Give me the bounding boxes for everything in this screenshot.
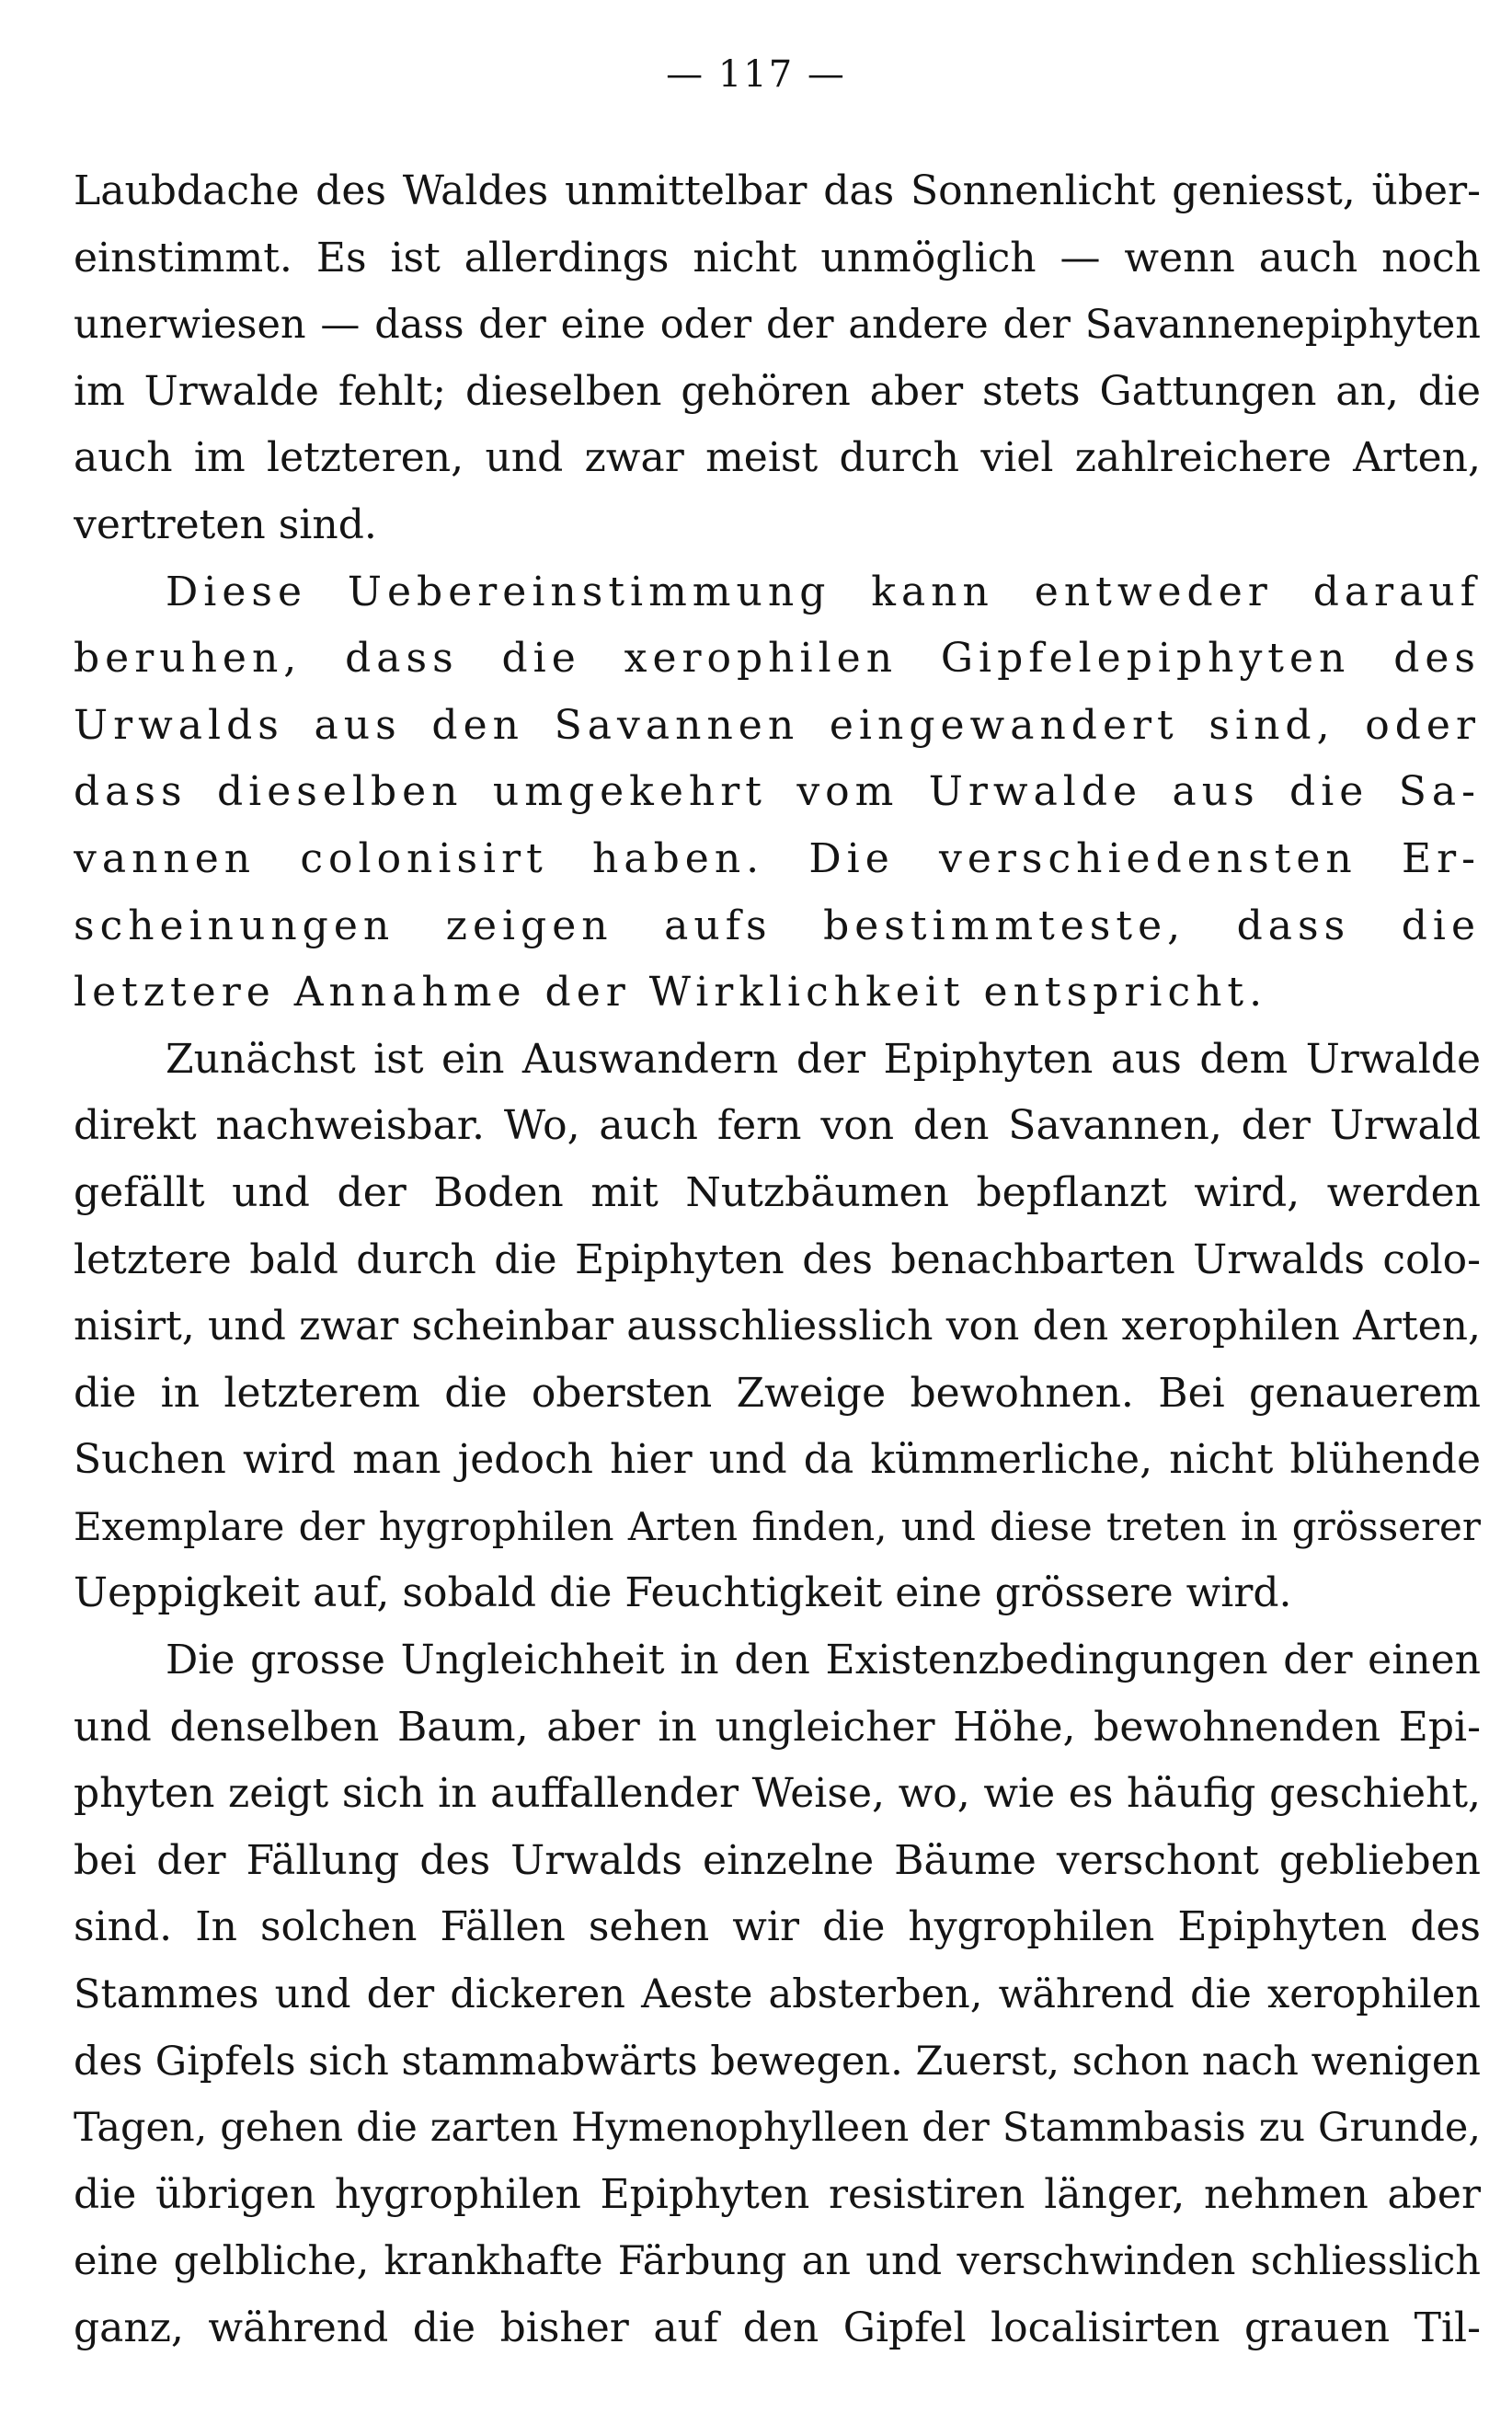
text-line: nisirt, und zwar scheinbar ausschliesslich von den xerophilen Arten, bbox=[74, 1303, 1481, 1350]
paragraph bbox=[74, 158, 1481, 559]
text-line: letztere Annahme der Wirklichkeit entspricht. bbox=[74, 969, 1268, 1017]
text-line: Ueppigkeit auf, sobald die Feuchtigkeit eine grössere wird. bbox=[74, 1569, 1292, 1617]
text-line: vannen colonisirt haben. Die verschiedensten Er- bbox=[74, 834, 1481, 882]
text-line: sind. In solchen Fällen sehen wir die hygrophilen Epiphyten des bbox=[74, 1903, 1481, 1951]
text-line: die übrigen hygrophilen Epiphyten resistiren länger, nehmen aber bbox=[74, 2170, 1481, 2218]
text-line: Stammes und der dickeren Aeste absterben, während die xerophilen bbox=[74, 1971, 1481, 2018]
text-line: Zunächst ist ein Auswandern der Epiphyten aus dem Urwalde bbox=[166, 1035, 1481, 1083]
text-line: die in letzterem die obersten Zweige bewohnen. Bei genauerem bbox=[74, 1369, 1481, 1417]
text-line: des Gipfels sich stammabwärts bewegen. Zuerst, schon nach wenigen bbox=[74, 2038, 1481, 2085]
text-line: beruhen, dass die xerophilen Gipfelepiphyten des bbox=[74, 635, 1481, 683]
page-number: — 117 — bbox=[666, 53, 846, 96]
text-line: scheinungen zeigen aufs bestimmteste, dass die bbox=[74, 902, 1481, 949]
text-line: vertreten sind. bbox=[74, 500, 377, 548]
text-line: unerwiesen — dass der eine oder der andere der Savannenepiphyten bbox=[74, 302, 1481, 349]
text-line: letztere bald durch die Epiphyten des benachbarten Urwalds colo- bbox=[74, 1235, 1481, 1283]
text-line: ganz, während die bisher auf den Gipfel localisirten grauen Til- bbox=[74, 2304, 1481, 2351]
paragraph bbox=[74, 1627, 1481, 2362]
text-line: phyten zeigt sich in auffallender Weise, wo, wie es häufig geschieht, bbox=[74, 1770, 1481, 1818]
text-line: und denselben Baum, aber in ungleicher Höhe, bewohnenden Epi- bbox=[74, 1703, 1481, 1751]
text-line: dass dieselben umgekehrt vom Urwalde aus die Sa- bbox=[74, 768, 1481, 816]
text-line: direkt nachweisbar. Wo, auch fern von den Savannen, der Urwald bbox=[74, 1102, 1481, 1150]
text-line: Suchen wird man jedoch hier und da kümmerliche, nicht blühende bbox=[74, 1436, 1481, 1484]
text-line: eine gelbliche, krankhafte Färbung an und verschwinden schliesslich bbox=[74, 2238, 1481, 2285]
text-line: Tagen, gehen die zarten Hymenophylleen der Stammbasis zu Grunde, bbox=[74, 2105, 1481, 2152]
text-line: im Urwalde fehlt; dieselben gehören aber stets Gattungen an, die bbox=[74, 367, 1481, 415]
text-line: Die grosse Ungleichheit in den Existenzbedingungen der einen bbox=[166, 1637, 1481, 1684]
body-text bbox=[74, 158, 1481, 2362]
text-line: Laubdache des Waldes unmittelbar das Sonnenlicht geniesst, über- bbox=[74, 167, 1481, 214]
text-line: bei der Fällung des Urwalds einzelne Bäume verschont geblieben bbox=[74, 1836, 1481, 1884]
text-line: auch im letzteren, und zwar meist durch viel zahlreichere Arten, bbox=[74, 434, 1481, 482]
text-line: Exemplare der hygrophilen Arten finden, und diese treten in grösserer bbox=[74, 1503, 1481, 1549]
text-line: gefällt und der Boden mit Nutzbäumen bepflanzt wird, werden bbox=[74, 1168, 1481, 1216]
paragraph bbox=[74, 559, 1481, 1027]
paragraph bbox=[74, 1027, 1481, 1627]
text-line: einstimmt. Es ist allerdings nicht unmöglich — wenn auch noch bbox=[74, 234, 1481, 282]
text-line: Urwalds aus den Savannen eingewandert sind, oder bbox=[74, 701, 1481, 749]
text-line: Diese Uebereinstimmung kann entweder darauf bbox=[166, 568, 1481, 615]
